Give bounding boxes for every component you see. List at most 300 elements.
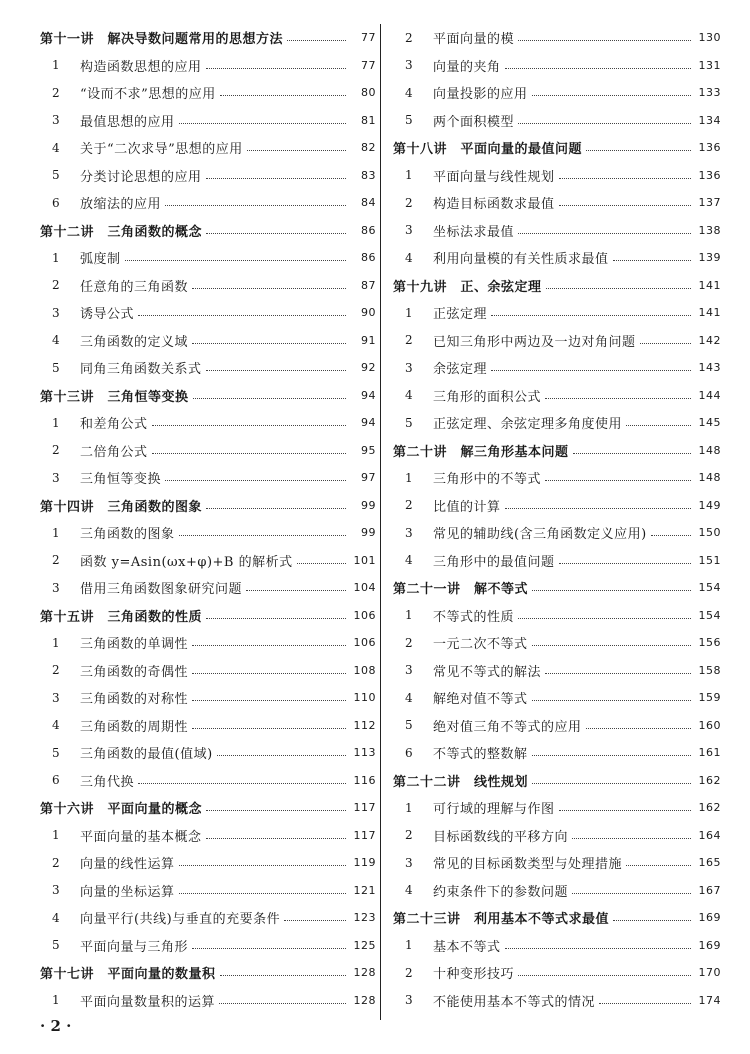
- toc-section-number: 1: [405, 800, 414, 815]
- toc-section-entry: [393, 987, 721, 1015]
- toc-page-number: 81: [361, 113, 376, 127]
- toc-section-title: 平面向量的模: [433, 32, 515, 48]
- toc-section-entry: [393, 629, 721, 657]
- dot-leader: [138, 315, 346, 316]
- dot-leader: [626, 865, 691, 866]
- toc-page-number: 91: [361, 333, 376, 347]
- toc-section-entry: [393, 217, 721, 245]
- column-divider: [380, 24, 381, 1020]
- dot-leader: [599, 1003, 691, 1004]
- dot-leader: [532, 95, 691, 96]
- toc-page-number: 99: [361, 498, 376, 512]
- toc-page-number: 142: [698, 333, 721, 347]
- toc-section-title: 利用向量模的有关性质求最值: [433, 252, 609, 268]
- toc-section-entry: [40, 52, 376, 80]
- toc-section-entry: [393, 684, 721, 712]
- toc-right-column: [393, 24, 721, 1014]
- toc-page-number: 138: [698, 223, 721, 237]
- toc-section-entry: [40, 189, 376, 217]
- toc-page-number: 117: [353, 828, 376, 842]
- toc-section-number: 5: [52, 168, 61, 183]
- toc-section-number: 3: [52, 580, 61, 595]
- toc-section-number: 3: [405, 360, 414, 375]
- toc-page-number: 169: [698, 911, 721, 925]
- toc-section-entry: [393, 464, 721, 492]
- toc-page-number: 92: [361, 361, 376, 375]
- toc-section-entry: [393, 327, 721, 355]
- toc-page-number: 128: [353, 966, 376, 980]
- dot-leader: [572, 893, 691, 894]
- toc-chapter-entry: [393, 272, 721, 300]
- toc-section-number: 3: [52, 883, 61, 898]
- toc-section-title: 解绝对值不等式: [433, 692, 528, 708]
- dot-leader: [297, 563, 346, 564]
- toc-page-number: 97: [361, 471, 376, 485]
- dot-leader: [206, 508, 346, 509]
- toc-section-number: 1: [52, 993, 61, 1008]
- toc-section-number: 5: [52, 938, 61, 953]
- dot-leader: [192, 343, 346, 344]
- toc-page-number: 99: [361, 526, 376, 540]
- toc-section-entry: [40, 684, 376, 712]
- dot-leader: [491, 315, 691, 316]
- toc-section-entry: [40, 327, 376, 355]
- toc-section-entry: [40, 162, 376, 190]
- toc-chapter-title: 第十四讲 三角函数的图象: [40, 499, 203, 515]
- toc-page-number: 87: [361, 278, 376, 292]
- toc-section-number: 2: [52, 85, 61, 100]
- dot-leader: [206, 68, 346, 69]
- toc-chapter-entry: [40, 492, 376, 520]
- toc-section-entry: [393, 79, 721, 107]
- dot-leader: [192, 700, 346, 701]
- toc-section-number: 3: [405, 58, 414, 73]
- toc-section-entry: [393, 739, 721, 767]
- dot-leader: [518, 233, 691, 234]
- toc-section-title: 常见的目标函数类型与处理措施: [433, 857, 623, 873]
- toc-section-title: 向量平行(共线)与垂直的充要条件: [80, 912, 281, 928]
- toc-section-number: 2: [405, 828, 414, 843]
- toc-page-number: 158: [698, 663, 721, 677]
- toc-page-number: 145: [698, 416, 721, 430]
- toc-page-number: 150: [698, 526, 721, 540]
- toc-page-number: 90: [361, 306, 376, 320]
- toc-section-entry: [393, 107, 721, 135]
- dot-leader: [206, 370, 346, 371]
- toc-page-number: 108: [353, 663, 376, 677]
- toc-page-number: 136: [698, 168, 721, 182]
- toc-section-number: 6: [405, 745, 414, 760]
- toc-page-number: 80: [361, 86, 376, 100]
- dot-leader: [545, 480, 691, 481]
- toc-section-entry: [40, 712, 376, 740]
- toc-section-entry: [393, 382, 721, 410]
- dot-leader: [192, 288, 346, 289]
- dot-leader: [206, 233, 346, 234]
- toc-section-number: 4: [405, 85, 414, 100]
- toc-section-title: 常见不等式的解法: [433, 664, 542, 680]
- toc-section-number: 1: [405, 168, 414, 183]
- toc-section-number: 3: [52, 690, 61, 705]
- toc-chapter-title: 第十一讲 解决导数问题常用的思想方法: [40, 32, 284, 48]
- dot-leader: [284, 920, 346, 921]
- toc-page-number: 82: [361, 141, 376, 155]
- toc-section-title: 三角形的面积公式: [433, 389, 542, 405]
- dot-leader: [192, 673, 346, 674]
- toc-page-number: 161: [698, 746, 721, 760]
- toc-page-number: 154: [698, 581, 721, 595]
- toc-page-number: 165: [698, 856, 721, 870]
- toc-page-number: 94: [361, 416, 376, 430]
- toc-section-entry: [40, 904, 376, 932]
- toc-section-number: 4: [52, 718, 61, 733]
- toc-page-number: 86: [361, 251, 376, 265]
- toc-section-title: 同角三角函数关系式: [80, 362, 202, 378]
- toc-section-number: 1: [52, 828, 61, 843]
- toc-section-number: 3: [52, 470, 61, 485]
- dot-leader: [192, 645, 346, 646]
- toc-page-number: 148: [698, 471, 721, 485]
- toc-page-number: 130: [698, 31, 721, 45]
- toc-page-number: 106: [353, 608, 376, 622]
- page-number: · 2 ·: [40, 1017, 72, 1035]
- toc-chapter-title: 第二十一讲 解不等式: [393, 582, 529, 598]
- toc-section-title: 约束条件下的参数问题: [433, 884, 569, 900]
- toc-page-number: 131: [698, 58, 721, 72]
- dot-leader: [165, 480, 346, 481]
- dot-leader: [206, 178, 346, 179]
- toc-section-number: 1: [52, 415, 61, 430]
- dot-leader: [532, 700, 691, 701]
- toc-section-title: 关于“二次求导”思想的应用: [80, 142, 243, 158]
- toc-section-title: 构造目标函数求最值: [433, 197, 555, 213]
- toc-section-entry: [40, 354, 376, 382]
- toc-chapter-entry: [393, 574, 721, 602]
- toc-section-number: 5: [52, 360, 61, 375]
- dot-leader: [532, 783, 691, 784]
- dot-leader: [246, 590, 346, 591]
- dot-leader: [559, 563, 691, 564]
- toc-section-entry: [393, 354, 721, 382]
- toc-section-title: 平面向量与三角形: [80, 939, 189, 955]
- toc-section-entry: [40, 244, 376, 272]
- toc-section-entry: [393, 492, 721, 520]
- toc-section-entry: [40, 849, 376, 877]
- toc-section-title: 余弦定理: [433, 362, 488, 378]
- toc-section-number: 2: [405, 965, 414, 980]
- dot-leader: [586, 150, 691, 151]
- toc-section-title: 平面向量与线性规划: [433, 169, 555, 185]
- toc-page-number: 119: [353, 856, 376, 870]
- toc-section-number: 3: [52, 305, 61, 320]
- toc-section-title: 正弦定理、余弦定理多角度使用: [433, 417, 623, 433]
- dot-leader: [532, 645, 691, 646]
- toc-left-column: [40, 24, 376, 1014]
- dot-leader: [217, 755, 346, 756]
- toc-section-title: 坐标法求最值: [433, 224, 515, 240]
- toc-section-entry: [393, 409, 721, 437]
- dot-leader: [287, 40, 346, 41]
- toc-section-title: 构造函数思想的应用: [80, 59, 202, 75]
- toc-section-title: 向量的坐标运算: [80, 884, 175, 900]
- toc-section-number: 3: [405, 525, 414, 540]
- toc-section-title: 可行域的理解与作图: [433, 802, 555, 818]
- toc-page-number: 133: [698, 86, 721, 100]
- toc-section-title: 函数 y=Asin(ωx+φ)+B 的解析式: [80, 554, 293, 570]
- toc-chapter-entry: [393, 437, 721, 465]
- toc-chapter-entry: [393, 904, 721, 932]
- dot-leader: [152, 453, 346, 454]
- toc-section-entry: [393, 822, 721, 850]
- toc-chapter-entry: [393, 767, 721, 795]
- toc-section-entry: [393, 24, 721, 52]
- dot-leader: [546, 288, 691, 289]
- toc-section-number: 4: [405, 553, 414, 568]
- dot-leader: [179, 123, 346, 124]
- toc-chapter-title: 第二十二讲 线性规划: [393, 774, 529, 790]
- toc-section-title: 正弦定理: [433, 307, 488, 323]
- toc-section-title: 借用三角函数图象研究问题: [80, 582, 243, 598]
- toc-section-entry: [393, 712, 721, 740]
- toc-section-number: 3: [405, 993, 414, 1008]
- dot-leader: [613, 920, 691, 921]
- toc-section-entry: [393, 932, 721, 960]
- toc-section-title: 三角函数的定义域: [80, 334, 189, 350]
- toc-section-title: 比值的计算: [433, 499, 501, 515]
- toc-section-title: 三角形中的不等式: [433, 472, 542, 488]
- toc-section-title: 目标函数线的平移方向: [433, 829, 569, 845]
- toc-section-number: 4: [52, 910, 61, 925]
- toc-section-title: 三角函数的单调性: [80, 637, 189, 653]
- toc-section-title: 三角函数的最值(值域): [80, 747, 213, 763]
- toc-page-number: 134: [698, 113, 721, 127]
- toc-section-entry: [40, 409, 376, 437]
- toc-section-title: 诱导公式: [80, 307, 135, 323]
- toc-page-number: 77: [361, 31, 376, 45]
- toc-section-number: 1: [405, 938, 414, 953]
- toc-section-title: 基本不等式: [433, 939, 501, 955]
- toc-section-number: 1: [52, 250, 61, 265]
- toc-section-entry: [40, 272, 376, 300]
- toc-section-entry: [393, 299, 721, 327]
- dot-leader: [545, 398, 691, 399]
- toc-chapter-title: 第十五讲 三角函数的性质: [40, 609, 203, 625]
- toc-chapter-entry: [40, 602, 376, 630]
- toc-section-entry: [393, 162, 721, 190]
- toc-section-number: 1: [405, 470, 414, 485]
- toc-section-title: 不能使用基本不等式的情况: [433, 994, 596, 1010]
- toc-section-number: 5: [405, 718, 414, 733]
- toc-page-number: 154: [698, 608, 721, 622]
- toc-section-number: 1: [405, 608, 414, 623]
- dot-leader: [559, 178, 691, 179]
- toc-section-entry: [40, 767, 376, 795]
- dot-leader: [206, 838, 346, 839]
- toc-section-number: 2: [405, 498, 414, 513]
- toc-page-number: 125: [353, 938, 376, 952]
- dot-leader: [626, 425, 691, 426]
- toc-page-number: 169: [698, 938, 721, 952]
- toc-chapter-title: 第二十讲 解三角形基本问题: [393, 444, 569, 460]
- toc-section-number: 2: [52, 855, 61, 870]
- dot-leader: [586, 728, 691, 729]
- toc-section-number: 2: [52, 553, 61, 568]
- dot-leader: [220, 95, 346, 96]
- toc-section-number: 2: [405, 333, 414, 348]
- toc-section-entry: [40, 574, 376, 602]
- toc-section-entry: [40, 437, 376, 465]
- toc-page-number: 167: [698, 883, 721, 897]
- toc-section-entry: [40, 932, 376, 960]
- toc-page-number: 84: [361, 196, 376, 210]
- toc-page-number: 104: [353, 581, 376, 595]
- toc-page-number: 110: [353, 691, 376, 705]
- toc-section-number: 2: [52, 443, 61, 458]
- toc-section-number: 6: [52, 195, 61, 210]
- toc-section-title: 任意角的三角函数: [80, 279, 189, 295]
- toc-section-title: 一元二次不等式: [433, 637, 528, 653]
- toc-page-number: 160: [698, 718, 721, 732]
- toc-section-number: 4: [405, 690, 414, 705]
- toc-section-number: 3: [405, 223, 414, 238]
- dot-leader: [491, 370, 691, 371]
- toc-section-title: “设而不求”思想的应用: [80, 87, 216, 103]
- dot-leader: [518, 618, 691, 619]
- toc-section-entry: [40, 877, 376, 905]
- toc-section-number: 4: [405, 883, 414, 898]
- toc-section-number: 1: [52, 635, 61, 650]
- toc-section-title: 分类讨论思想的应用: [80, 169, 202, 185]
- toc-chapter-title: 第十六讲 平面向量的概念: [40, 802, 203, 818]
- toc-page-number: 156: [698, 636, 721, 650]
- toc-section-entry: [40, 629, 376, 657]
- toc-chapter-entry: [393, 134, 721, 162]
- toc-section-title: 三角代换: [80, 774, 135, 790]
- toc-section-number: 2: [405, 635, 414, 650]
- toc-section-entry: [40, 519, 376, 547]
- toc-section-number: 4: [405, 250, 414, 265]
- dot-leader: [193, 398, 346, 399]
- toc-page-number: 94: [361, 388, 376, 402]
- toc-section-entry: [393, 189, 721, 217]
- toc-section-entry: [393, 519, 721, 547]
- toc-chapter-title: 第二十三讲 利用基本不等式求最值: [393, 912, 610, 928]
- toc-section-entry: [40, 547, 376, 575]
- toc-section-number: 3: [405, 663, 414, 678]
- toc-chapter-title: 第十三讲 三角恒等变换: [40, 389, 189, 405]
- toc-section-entry: [40, 134, 376, 162]
- dot-leader: [545, 673, 691, 674]
- toc-page-number: 159: [698, 691, 721, 705]
- toc-section-entry: [40, 822, 376, 850]
- toc-chapter-title: 第十七讲 平面向量的数量积: [40, 967, 216, 983]
- toc-page-number: 86: [361, 223, 376, 237]
- toc-section-title: 不等式的整数解: [433, 747, 528, 763]
- toc-page-number: 141: [698, 306, 721, 320]
- toc-section-title: 三角函数的周期性: [80, 719, 189, 735]
- toc-section-entry: [40, 79, 376, 107]
- dot-leader: [559, 205, 691, 206]
- dot-leader: [572, 838, 691, 839]
- toc-section-number: 2: [405, 30, 414, 45]
- toc-section-entry: [393, 959, 721, 987]
- dot-leader: [640, 343, 691, 344]
- toc-section-title: 平面向量数量积的运算: [80, 994, 216, 1010]
- dot-leader: [613, 260, 691, 261]
- toc-section-entry: [40, 657, 376, 685]
- toc-chapter-entry: [40, 794, 376, 822]
- dot-leader: [206, 618, 346, 619]
- dot-leader: [651, 535, 691, 536]
- toc-section-entry: [393, 244, 721, 272]
- toc-page-number: 137: [698, 196, 721, 210]
- toc-page-number: 123: [353, 911, 376, 925]
- toc-page-number: 83: [361, 168, 376, 182]
- dot-leader: [192, 948, 346, 949]
- toc-section-title: 二倍角公式: [80, 444, 148, 460]
- toc-chapter-title: 第十二讲 三角函数的概念: [40, 224, 203, 240]
- toc-section-entry: [40, 299, 376, 327]
- dot-leader: [152, 425, 346, 426]
- dot-leader: [505, 948, 691, 949]
- toc-section-title: 十种变形技巧: [433, 967, 515, 983]
- toc-section-title: 三角函数的奇偶性: [80, 664, 189, 680]
- toc-section-entry: [393, 602, 721, 630]
- dot-leader: [125, 260, 346, 261]
- toc-section-title: 已知三角形中两边及一边对角问题: [433, 334, 636, 350]
- toc-section-title: 三角恒等变换: [80, 472, 162, 488]
- dot-leader: [532, 755, 691, 756]
- toc-section-entry: [40, 739, 376, 767]
- toc-section-title: 向量的夹角: [433, 59, 501, 75]
- toc-section-title: 放缩法的应用: [80, 197, 162, 213]
- toc-section-number: 4: [52, 333, 61, 348]
- toc-section-number: 4: [405, 388, 414, 403]
- toc-section-number: 3: [405, 855, 414, 870]
- toc-section-entry: [393, 794, 721, 822]
- dot-leader: [192, 728, 346, 729]
- toc-page-number: 136: [698, 141, 721, 155]
- toc-page-number: 121: [353, 883, 376, 897]
- toc-section-number: 1: [52, 525, 61, 540]
- toc-page-number: 101: [353, 553, 376, 567]
- toc-chapter-title: 第十八讲 平面向量的最值问题: [393, 142, 583, 158]
- toc-section-title: 向量投影的应用: [433, 87, 528, 103]
- toc-section-number: 4: [52, 140, 61, 155]
- toc-page-number: 113: [353, 746, 376, 760]
- dot-leader: [179, 893, 346, 894]
- toc-section-number: 3: [52, 113, 61, 128]
- toc-section-number: 5: [405, 415, 414, 430]
- toc-page-number: 106: [353, 636, 376, 650]
- toc-section-title: 平面向量的基本概念: [80, 829, 202, 845]
- toc-section-entry: [40, 107, 376, 135]
- toc-page-number: 139: [698, 251, 721, 265]
- toc-page-number: 144: [698, 388, 721, 402]
- toc-page-number: 77: [361, 58, 376, 72]
- toc-section-title: 和差角公式: [80, 417, 148, 433]
- toc-page-number: 116: [353, 773, 376, 787]
- dot-leader: [206, 810, 346, 811]
- toc-section-title: 三角函数的图象: [80, 527, 175, 543]
- toc-page-number: 143: [698, 361, 721, 375]
- toc-chapter-entry: [40, 959, 376, 987]
- toc-section-entry: [393, 849, 721, 877]
- toc-section-title: 三角函数的对称性: [80, 692, 189, 708]
- toc-section-number: 2: [52, 663, 61, 678]
- toc-section-number: 2: [52, 278, 61, 293]
- dot-leader: [573, 453, 691, 454]
